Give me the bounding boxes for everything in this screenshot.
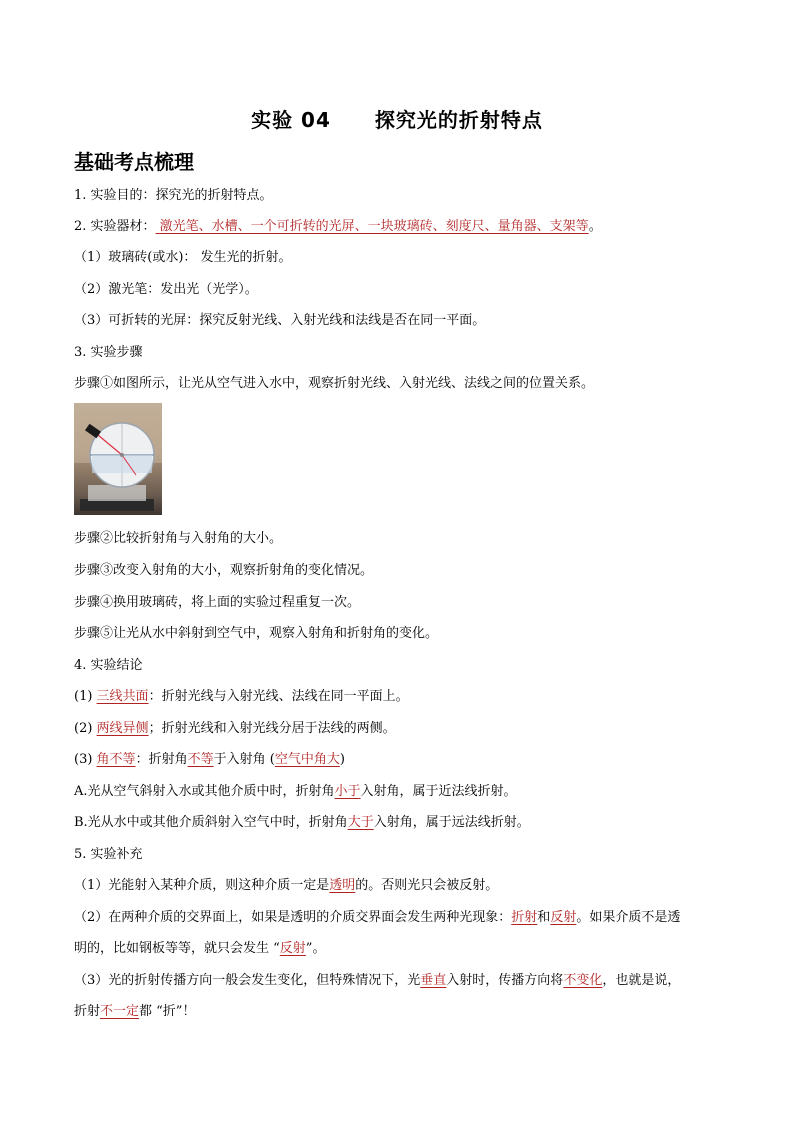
supplement-1 <box>74 877 498 895</box>
equipment-end: 。 <box>588 219 602 234</box>
supplement-2-cont-text: 明的，比如钢板等等，就只会发生 “ <box>74 941 280 956</box>
title-topic: 探究光的折射特点 <box>374 108 543 132</box>
supplement-3-cont <box>74 1003 195 1021</box>
conclusion-1 <box>74 688 409 706</box>
conclusion-3-key-3: 空气中角大 <box>274 752 340 767</box>
laser-line: （2）激光笔：发出光（光学）。 <box>74 282 258 297</box>
conclusion-b-text: B.光从水中或其他介质斜射入空气中时，折射角 <box>74 815 348 830</box>
conclusion-a-text: A.光从空气斜射入水或其他介质中时，折射角 <box>74 784 335 799</box>
conclusion-1-number: (1) <box>74 689 97 704</box>
supplement-3-cont-end: 都 “折”！ <box>139 1004 196 1019</box>
supplement-1-end: 的。否则光只会被反射。 <box>355 878 499 893</box>
conclusion-b-end: 入射角，属于远法线折射。 <box>373 815 530 830</box>
purpose-line: 1. 实验目的：探究光的折射特点。 <box>74 188 273 203</box>
step-1: 步骤①如图所示，让光从空气进入水中，观察折射光线、入射光线、法线之间的位置关系。 <box>74 376 595 391</box>
conclusion-3 <box>74 751 345 769</box>
equipment-label: 2. 实验器材： <box>74 219 156 234</box>
equipment-list: 激光笔、水槽、一个可折转的光屏、一块玻璃砖、刻度尺、量角器、支架等 <box>155 219 589 234</box>
conclusion-3-key: 角不等 <box>96 752 136 767</box>
supplement-2 <box>74 909 680 927</box>
conclusion-b <box>74 814 530 832</box>
conclusion-heading: 4. 实验结论 <box>74 658 143 673</box>
supplement-1-key: 透明 <box>329 878 356 893</box>
glass-brick-line: （1）玻璃砖(或水)： 发生光的折射。 <box>74 250 292 265</box>
page-title <box>0 104 794 133</box>
supplement-2-mid: 和 <box>537 910 551 925</box>
supplement-3-mid: 入射时，传播方向将 <box>446 973 564 988</box>
supplement-3-text: （3）光的折射传播方向一般会发生变化，但特殊情况下，光 <box>74 973 421 988</box>
conclusion-3-key-2: 不等 <box>187 752 214 767</box>
supplement-2-key-2: 反射 <box>550 910 577 925</box>
supplement-3-cont-text: 折射 <box>74 1004 101 1019</box>
step-4: 步骤④换用玻璃砖，将上面的实验过程重复一次。 <box>74 595 361 610</box>
conclusion-1-key: 三线共面 <box>96 689 149 704</box>
conclusion-3-end: ) <box>339 752 345 767</box>
supplement-2-cont <box>74 940 325 958</box>
supplement-2-cont-key: 反射 <box>279 941 306 956</box>
conclusion-a-end: 入射角，属于近法线折射。 <box>360 784 517 799</box>
supplement-2-text: （2）在两种介质的交界面上，如果是透明的介质交界面会发生两种光现象： <box>74 910 512 925</box>
supplement-2-end: 。如果介质不是透 <box>576 910 681 925</box>
conclusion-a <box>74 783 517 801</box>
experiment-photo <box>74 403 162 515</box>
supplement-heading: 5. 实验补充 <box>74 847 143 862</box>
title-experiment-number: 实验 04 <box>251 108 331 132</box>
conclusion-3-text-2: 于入射角 ( <box>213 752 275 767</box>
step-5: 步骤⑤让光从水中斜射到空气中，观察入射角和折射角的变化。 <box>74 626 439 641</box>
conclusion-3-text: ：折射角 <box>135 752 188 767</box>
conclusion-3-number: (3) <box>74 752 97 767</box>
section-heading: 基础考点梳理 <box>74 150 194 174</box>
supplement-3-end: ，也就是说， <box>602 973 681 988</box>
conclusion-2-number: (2) <box>74 721 97 736</box>
step-2: 步骤②比较折射角与入射角的大小。 <box>74 531 283 546</box>
supplement-2-key: 折射 <box>511 910 538 925</box>
steps-heading: 3. 实验步骤 <box>74 345 143 360</box>
conclusion-b-key: 大于 <box>347 815 374 830</box>
supplement-3-cont-key: 不一定 <box>100 1004 140 1019</box>
conclusion-2 <box>74 720 396 738</box>
conclusion-a-key: 小于 <box>334 784 361 799</box>
equipment-line <box>74 218 602 236</box>
supplement-3-key-2: 不变化 <box>563 973 603 988</box>
supplement-3-key: 垂直 <box>420 973 447 988</box>
step-3: 步骤③改变入射角的大小，观察折射角的变化情况。 <box>74 563 374 578</box>
refraction-apparatus-illustration <box>74 403 162 515</box>
supplement-3 <box>74 972 680 990</box>
screen-line: （3）可折转的光屏：探究反射光线、入射光线和法线是否在同一平面。 <box>74 313 486 328</box>
supplement-2-cont-end: ”。 <box>305 941 326 956</box>
conclusion-1-text: ：折射光线与入射光线、法线在同一平面上。 <box>148 689 409 704</box>
conclusion-2-key: 两线异侧 <box>96 721 149 736</box>
conclusion-2-text: ；折射光线和入射光线分居于法线的两侧。 <box>148 721 396 736</box>
supplement-1-text: （1）光能射入某种介质，则这种介质一定是 <box>74 878 330 893</box>
